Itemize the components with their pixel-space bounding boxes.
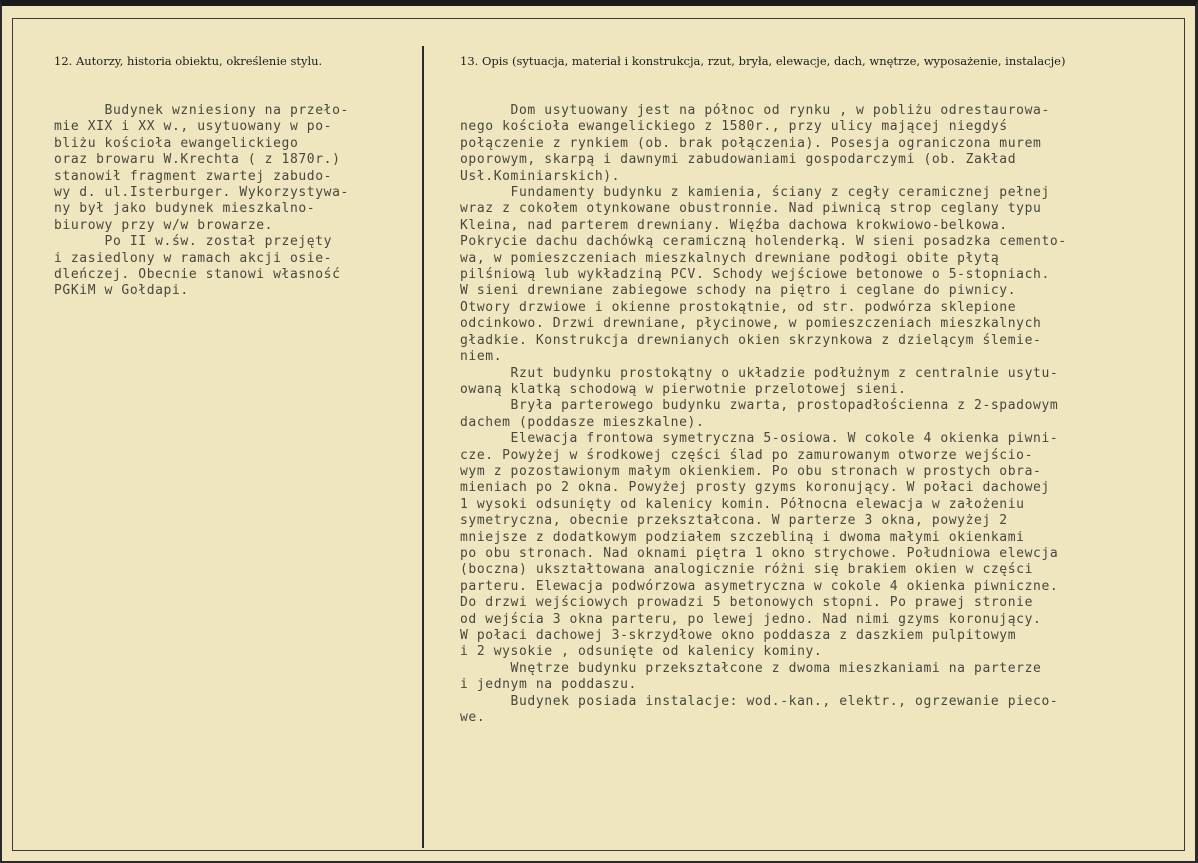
column-divider bbox=[422, 46, 424, 848]
description-typed-text: Dom usytuowany jest na północ od rynku , w pobliżu odrestaurowa- nego kościoła ewangelickiego z 1580r., przy ulicy mającej niegdyś połączenie z rynkiem (ob. brak połączenia). Posesja ograniczona murem oporowym, skarpą i dawnymi zabudowaniami gospodarczymi (ob. Zakład Usł.Kominiarskich). Fundamenty budynku z kamienia, ściany z cegły ceramicznej pełnej wraz z cokołem otynkowane obustronnie. Nad piwnicą strop ceglany typu Kleina, nad parterem drewniany. Więźba dachowa krokwiowo-belkowa. Pokrycie dachu dachówką ceramiczną holenderką. W sieni posadzka cemento- wa, w pomieszczeniach mieszkalnych drewniane podłogi obite płytą pilśniową lub wykładziną PCV. Schody wejściowe betonowe o 5-stopniach. W sieni drewniane zabiegowe schody na piętro i ceglane do piwnicy. Otwory drzwiowe i okienne prostokątnie, od str. podwórza sklepione odcinkowo. Drzwi drewniane, płycinowe, w pomieszczeniach mieszkalnych gładkie. Konstrukcja drewnianych okien skrzynkowa z dzielącym ślemie- niem. Rzut budynku prostokątny o układzie podłużnym z centralnie usytu- owaną klatką schodową w pierwotnie przelotowej sieni. Bryła parterowego budynku zwarta, prostopadłościenna z 2-spadowym dachem (poddasze mieszkalne). Elewacja frontowa symetryczna 5-osiowa. W cokole 4 okienka piwni- cze. Powyżej w środkowej części ślad po zamurowanym otworze wejścio- wym z pozostawionym małym okienkiem. Po obu stronach w prostych obra- mieniach po 2 okna. Powyżej prosty gzyms koronujący. W połaci dachowej 1 wysoki odsunięty od kalenicy komin. Północna elewacja w założeniu symetryczna, obecnie przekształcona. W parterze 3 okna, powyżej 2 mniejsze z dodatkowym podziałem szczebliną i dwoma małymi okienkami po obu stronach. Nad oknami piętra 1 okno strychowe. Południowa elewcja (boczna) ukształtowana analogicznie różni się brakiem okien w części parteru. Elewacja podwórzowa asymetryczna w cokole 4 okienka piwniczne. Do drzwi wejściowych prowadzi 5 betonowych stopni. Po prawej stronie od wejścia 3 okna parteru, po lewej jedno. Nad nimi gzyms koronujący. W połaci dachowej 3-skrzydłowe okno poddasza z daszkiem pulpitowym i 2 wysokie , odsunięte od kalenicy kominy. Wnętrze budynku przekształcone z dwoma mieszkaniami na parterze i jednym na poddaszu. Budynek posiada instalacje: wod.-kan., elektr., ogrzewanie pieco- we. bbox=[460, 103, 1067, 726]
section-13-heading: 13. Opis (sytuacja, materiał i konstrukcja, rzut, bryła, elewacje, dach, wnętrze, wyposażenie, instalacje) bbox=[460, 54, 1066, 68]
section-12-heading: 12. Autorzy, historia obiektu, określenie stylu. bbox=[54, 54, 323, 68]
history-typed-text: Budynek wzniesiony na przeło- mie XIX i XX w., usytuowany w po- bliżu kościoła ewangelickiego oraz browaru W.Krechta ( z 1870r.) stanowił fragment zwartej zabudo- wy d. ul.Isterburger. Wykorzystywa- ny był jako budynek mieszkalno- biurowy przy w/w browarze. Po II w.św. został przejęty i zasiedlony w ramach akcji osie- dleńczej. Obecnie stanowi własność PGKiM w Gołdapi. bbox=[54, 103, 349, 299]
